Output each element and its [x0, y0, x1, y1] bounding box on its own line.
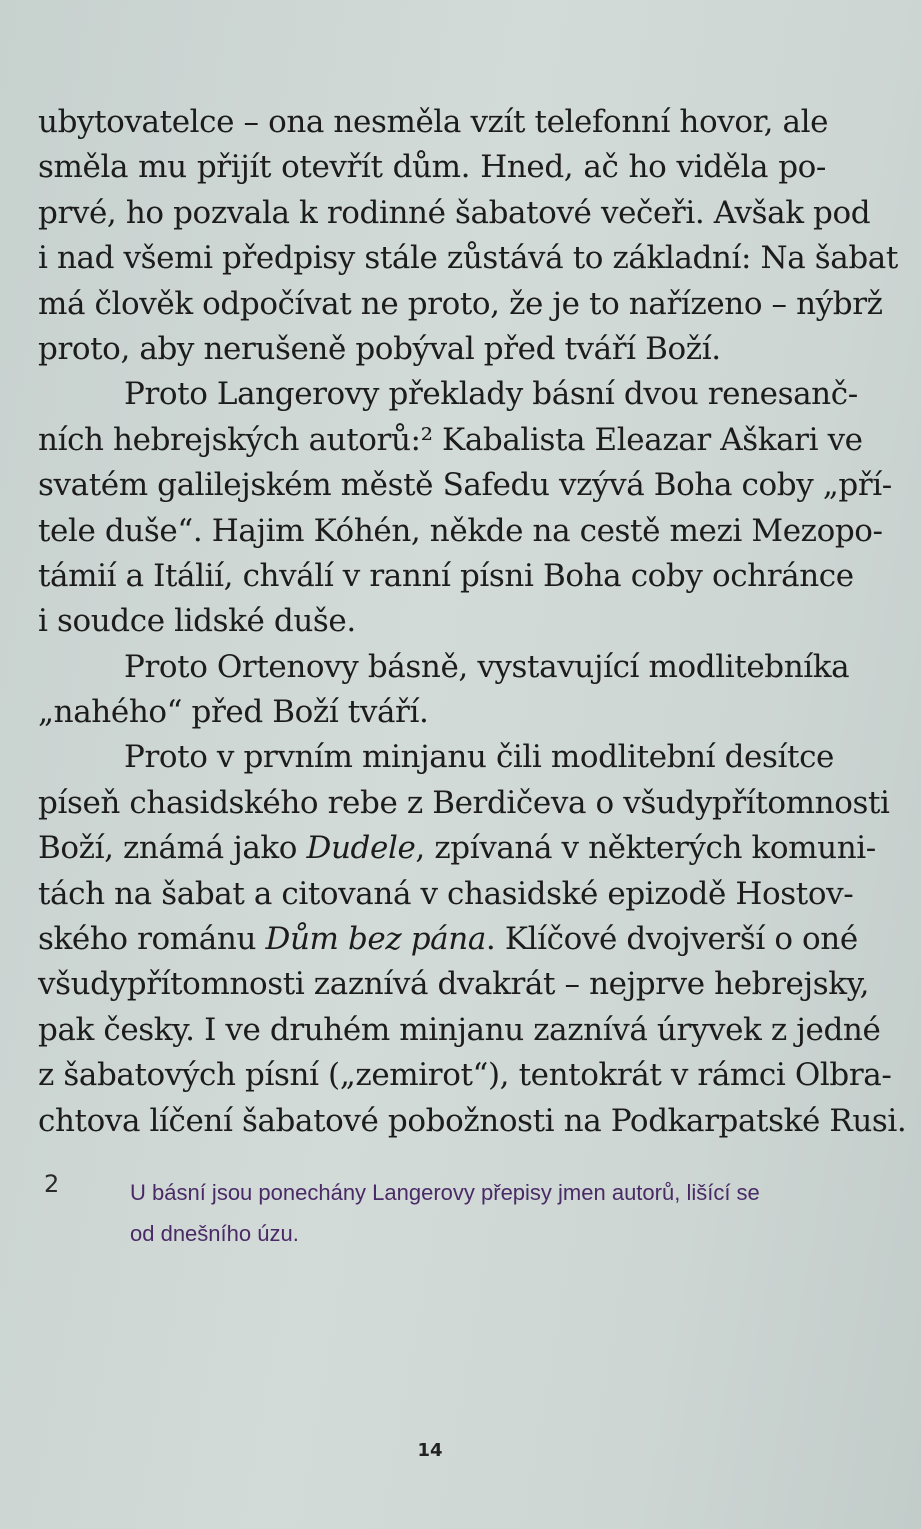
text-line: tele duše“. Hajim Kóhén, někde na cestě mezi Mezopo- [38, 512, 883, 549]
footnote-line: od dnešního úzu. [130, 1221, 299, 1246]
text-line: Proto Ortenovy básně, vystavující modlitebníka [124, 648, 850, 685]
text-line: „nahého“ před Boží tváří. [38, 694, 429, 731]
text-line: proto, aby nerušeně pobýval před tváří Boží. [38, 330, 721, 367]
text-line: z šabatových písní („zemirot“), tentokrát v rámci Olbra- [38, 1057, 892, 1094]
text-segment: , zpívaná v některých komuni- [415, 830, 876, 867]
body-text [38, 100, 907, 1144]
footnote-number: 2 [44, 1170, 60, 1198]
text-line: svatém galilejském městě Safedu vzývá Boha coby „pří- [38, 467, 892, 504]
text-segment: Boží, známá jako [38, 830, 298, 867]
text-line: ubytovatelce – ona nesměla vzít telefonní hovor, ale [38, 104, 829, 140]
text-line: prvé, ho pozvala k rodinné šabatové večeři. Avšak pod [38, 194, 871, 231]
text-line: tách na šabat a citovaná v chasidské epizodě Hostov- [38, 875, 854, 912]
song-title-italic: Dudele [306, 830, 416, 867]
text-line: i soudce lidské duše. [38, 603, 356, 640]
text-line: támií a Itálií, chválí v ranní písni Boha coby ochránce [38, 557, 854, 594]
text-line: směla mu přijít otevřít dům. Hned, ač ho viděla po- [38, 149, 826, 186]
page-number: 14 [417, 1440, 443, 1461]
text-line: všudypřítomnosti zaznívá dvakrát – nejprve hebrejsky, [38, 966, 870, 1003]
text-line: píseň chasidského rebe z Berdičeva o všudypřítomnosti [38, 784, 890, 821]
text-segment: ského románu [38, 921, 257, 958]
text-line: pak česky. I ve druhém minjanu zaznívá úryvek z jedné [38, 1011, 881, 1048]
text-line: ních hebrejských autorů:² Kabalista Eleazar Aškari ve [38, 421, 863, 458]
text-line: chtova líčení šabatové pobožnosti na Podkarpatské Rusi. [38, 1102, 907, 1139]
text-line [38, 917, 858, 962]
footnote-line: U básní jsou ponechány Langerovy přepisy jmen autorů, lišící se [130, 1180, 760, 1205]
novel-title-italic: Dům bez pána [265, 921, 486, 958]
text-line: má člověk odpočívat ne proto, že je to nařízeno – nýbrž [38, 285, 883, 322]
text-line [38, 826, 876, 871]
text-line: i nad všemi předpisy stále zůstává to základní: Na šabat [38, 240, 898, 277]
text-line: Proto v prvním minjanu čili modlitební desítce [124, 739, 834, 776]
footnote-text [130, 1172, 830, 1254]
text-segment: . Klíčové dvojverší o oné [485, 921, 858, 958]
text-line: Proto Langerovy překlady básní dvou renesanč- [124, 376, 858, 413]
